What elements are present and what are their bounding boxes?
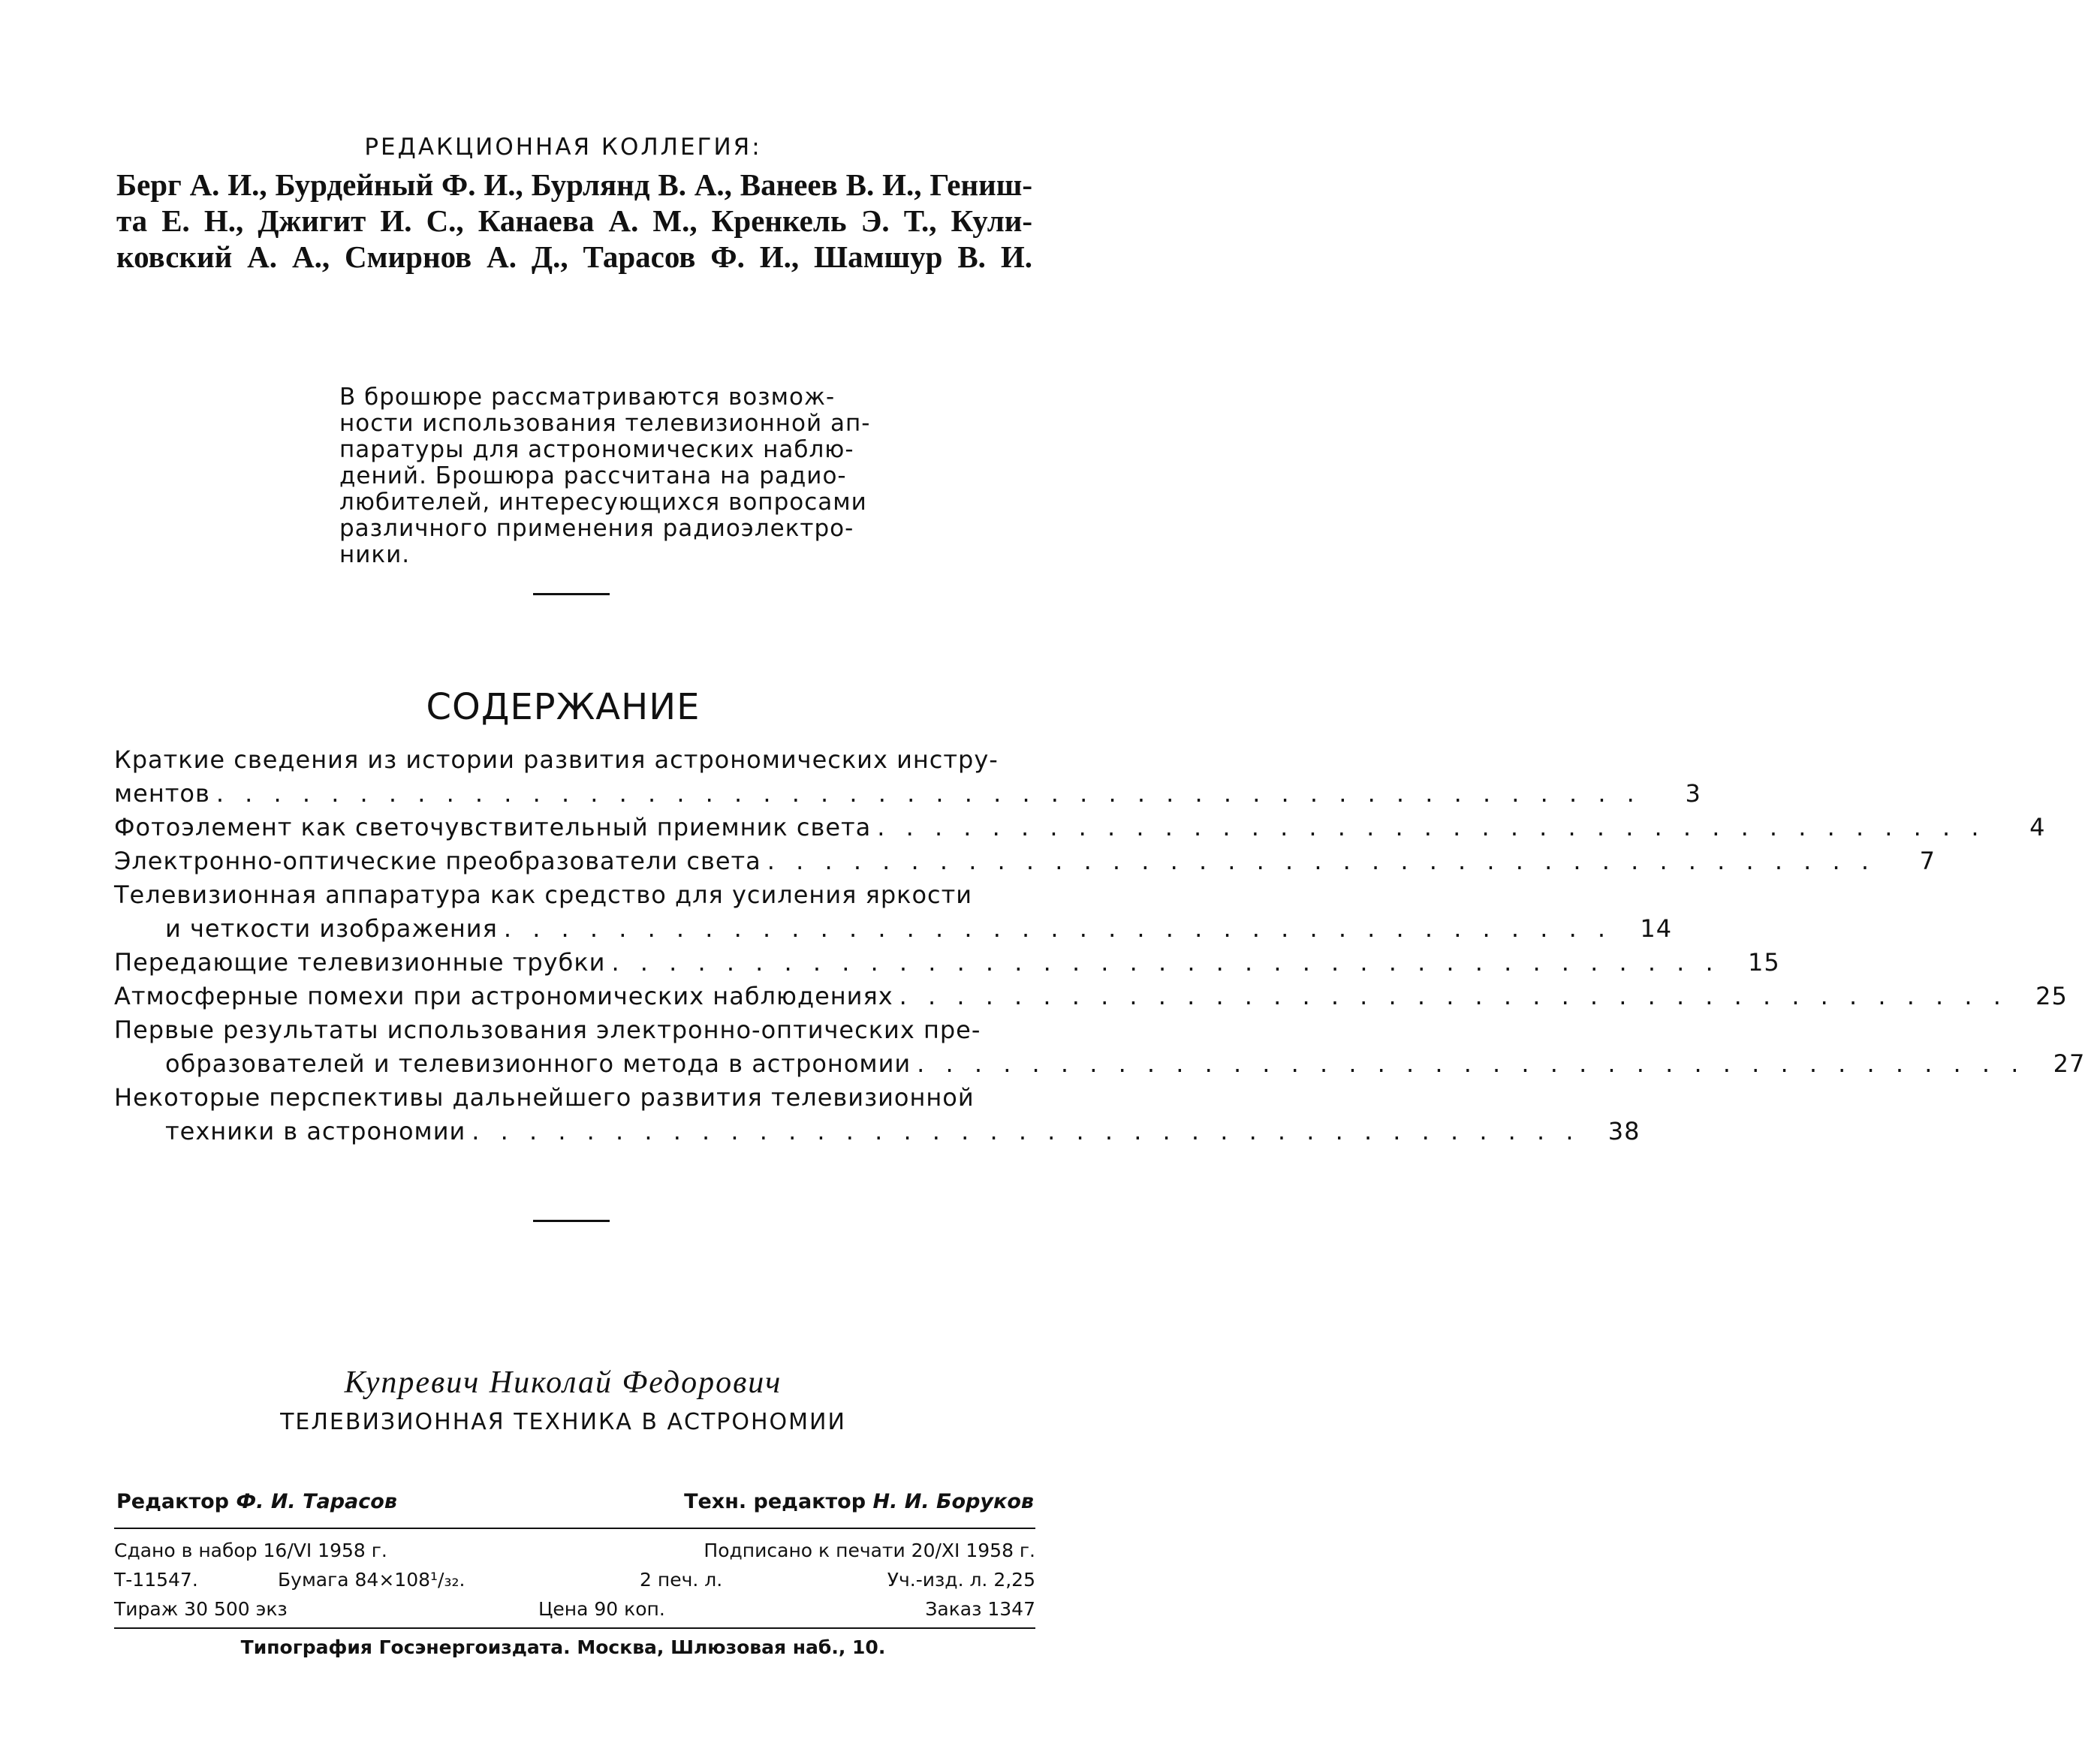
price: Цена 90 коп. [538, 1598, 665, 1620]
leader-dots: . . . . . . . . . . . . . . . . . . . . . . . . . . . . . . . . . . . . . . . [899, 982, 2008, 1010]
publisher-sheets: Уч.-изд. л. 2,25 [887, 1569, 1035, 1591]
table-of-contents [114, 743, 2085, 1148]
toc-entry-text: Электронно-оптические преобразователи света [114, 847, 761, 875]
abstract-line: паратуры для астрономических наблю- [339, 436, 854, 463]
toc-page-number: 7 [1919, 847, 1936, 875]
print-run: Тираж 30 500 экз [114, 1598, 288, 1620]
toc-page-number: 14 [1640, 914, 1673, 943]
toc-entry-text: техники в астрономии [165, 1117, 466, 1145]
toc-entry-text: и четкости изображения [165, 914, 498, 943]
toc-entry-text: Атмосферные помехи при астрономических наблюдениях [114, 982, 893, 1010]
paper-format: Бумага 84×108¹/₃₂. [278, 1569, 466, 1591]
abstract-line: дений. Брошюра рассчитана на радио- [339, 462, 847, 489]
imprint-code: Т-11547. [114, 1569, 198, 1591]
leader-dots: . . . . . . . . . . . . . . . . . . . . . . . . . . . . . . . . . . . . . . . [877, 813, 1986, 841]
abstract-line: В брошюре рассматриваются возмож- [339, 384, 836, 411]
book-title: ТЕЛЕВИЗИОННАЯ ТЕХНИКА В АСТРОНОМИИ [280, 1409, 846, 1435]
toc-page-number: 27 [2053, 1049, 2085, 1078]
toc-page-number: 25 [2035, 982, 2068, 1010]
leader-dots: . . . . . . . . . . . . . . . . . . . . . . . . . . . . . . . . . . . . . . . [472, 1117, 1580, 1145]
toc-entry-text: Фотоэлемент как светочувствительный приемник света [114, 813, 872, 841]
editor-name: Ф. И. Тарасов [236, 1490, 397, 1513]
toc-page-number: 38 [1607, 1117, 1641, 1145]
toc-entry-text: Некоторые перспективы дальнейшего развития телевизионной [114, 1083, 975, 1112]
tech-editor [684, 1490, 1034, 1513]
toc-entry [114, 946, 1780, 980]
editor-label: Редактор [116, 1490, 229, 1513]
tech-editor-label: Техн. редактор [684, 1490, 866, 1513]
leader-dots: . . . . . . . . . . . . . . . . . . . . . . . . . . . . . . . . . . . . . . . [503, 914, 1613, 943]
leader-dots: . . . . . . . . . . . . . . . . . . . . . . . . . . . . . . . . . . . . . . . [611, 948, 1720, 977]
printer-line: Типография Госэнергоиздата. Москва, Шлюзовая наб., 10. [240, 1636, 886, 1658]
leader-dots: . . . . . . . . . . . . . . . . . . . . . . . . . . . . . . . . . . . . . . . [917, 1049, 2026, 1078]
contents-title: СОДЕРЖАНИЕ [426, 686, 701, 728]
abstract [339, 384, 871, 568]
leader-dots: . . . . . . . . . . . . . . . . . . . . . . . . . . . . . . . . . . . . . . . [767, 847, 1876, 875]
imprint [114, 1536, 1035, 1626]
toc-page-number: 3 [1685, 779, 1701, 808]
toc-entry-text: Передающие телевизионные трубки [114, 948, 606, 977]
leader-dots: . . . . . . . . . . . . . . . . . . . . . . . . . . . . . . . . . . . . . . . . . . . . . . . . . . [215, 779, 1641, 808]
order-number: Заказ 1347 [925, 1598, 1035, 1620]
abstract-line: различного применения радиоэлектро- [339, 515, 854, 542]
toc-entry-text: ментов [114, 779, 210, 808]
toc-entry [114, 777, 1701, 811]
abstract-line: ники. [339, 541, 411, 568]
toc-entry-text: образователей и телевизионного метода в астрономии [165, 1049, 911, 1078]
author-name: Купревич Николай Федорович [344, 1365, 782, 1400]
tech-editor-name: Н. И. Боруков [872, 1490, 1034, 1513]
toc-page-number: 15 [1747, 948, 1780, 977]
sent-to-set: Сдано в набор 16/VI 1958 г. [114, 1540, 387, 1561]
toc-entry-text: Первые результаты использования электронно-оптических пре- [114, 1016, 981, 1044]
editor [116, 1490, 397, 1513]
board-line: Берг А. И., Бурдейный Ф. И., Бурлянд В. А., Ванеев В. И., Гениш- [116, 167, 1032, 202]
toc-entry [114, 1013, 1034, 1047]
editors-line [116, 1490, 1034, 1513]
toc-entry [114, 1047, 2085, 1081]
toc-entry [114, 878, 1034, 912]
toc-entry [114, 1081, 1034, 1115]
abstract-line: ности использования телевизионной ап- [339, 410, 871, 437]
printed-sheets: 2 печ. л. [640, 1569, 723, 1591]
divider [114, 1627, 1035, 1629]
toc-entry [114, 980, 2068, 1013]
divider [533, 593, 610, 595]
divider [114, 1528, 1035, 1529]
signed-for-print: Подписано к печати 20/XI 1958 г. [704, 1540, 1035, 1561]
toc-entry-text: Телевизионная аппаратура как средство для усиления яркости [114, 880, 973, 909]
toc-entry-text: Краткие сведения из истории развития астрономических инстру- [114, 745, 999, 774]
abstract-line: любителей, интересующихся вопросами [339, 489, 867, 516]
divider [533, 1220, 610, 1222]
editorial-board-heading: РЕДАКЦИОННАЯ КОЛЛЕГИЯ: [364, 134, 762, 161]
editorial-board-members [116, 167, 1032, 275]
toc-entry [114, 912, 1673, 946]
toc-entry [114, 743, 1034, 777]
toc-entry [114, 844, 1936, 878]
toc-entry [114, 1115, 1641, 1148]
board-line: ковский А. А., Смирнов А. Д., Тарасов Ф. И., Шамшур В. И. [116, 239, 1032, 274]
board-line: та Е. Н., Джигит И. С., Канаева А. М., Кренкель Э. Т., Кули- [116, 203, 1032, 238]
toc-entry [114, 811, 2046, 844]
toc-page-number: 4 [2029, 813, 2046, 841]
